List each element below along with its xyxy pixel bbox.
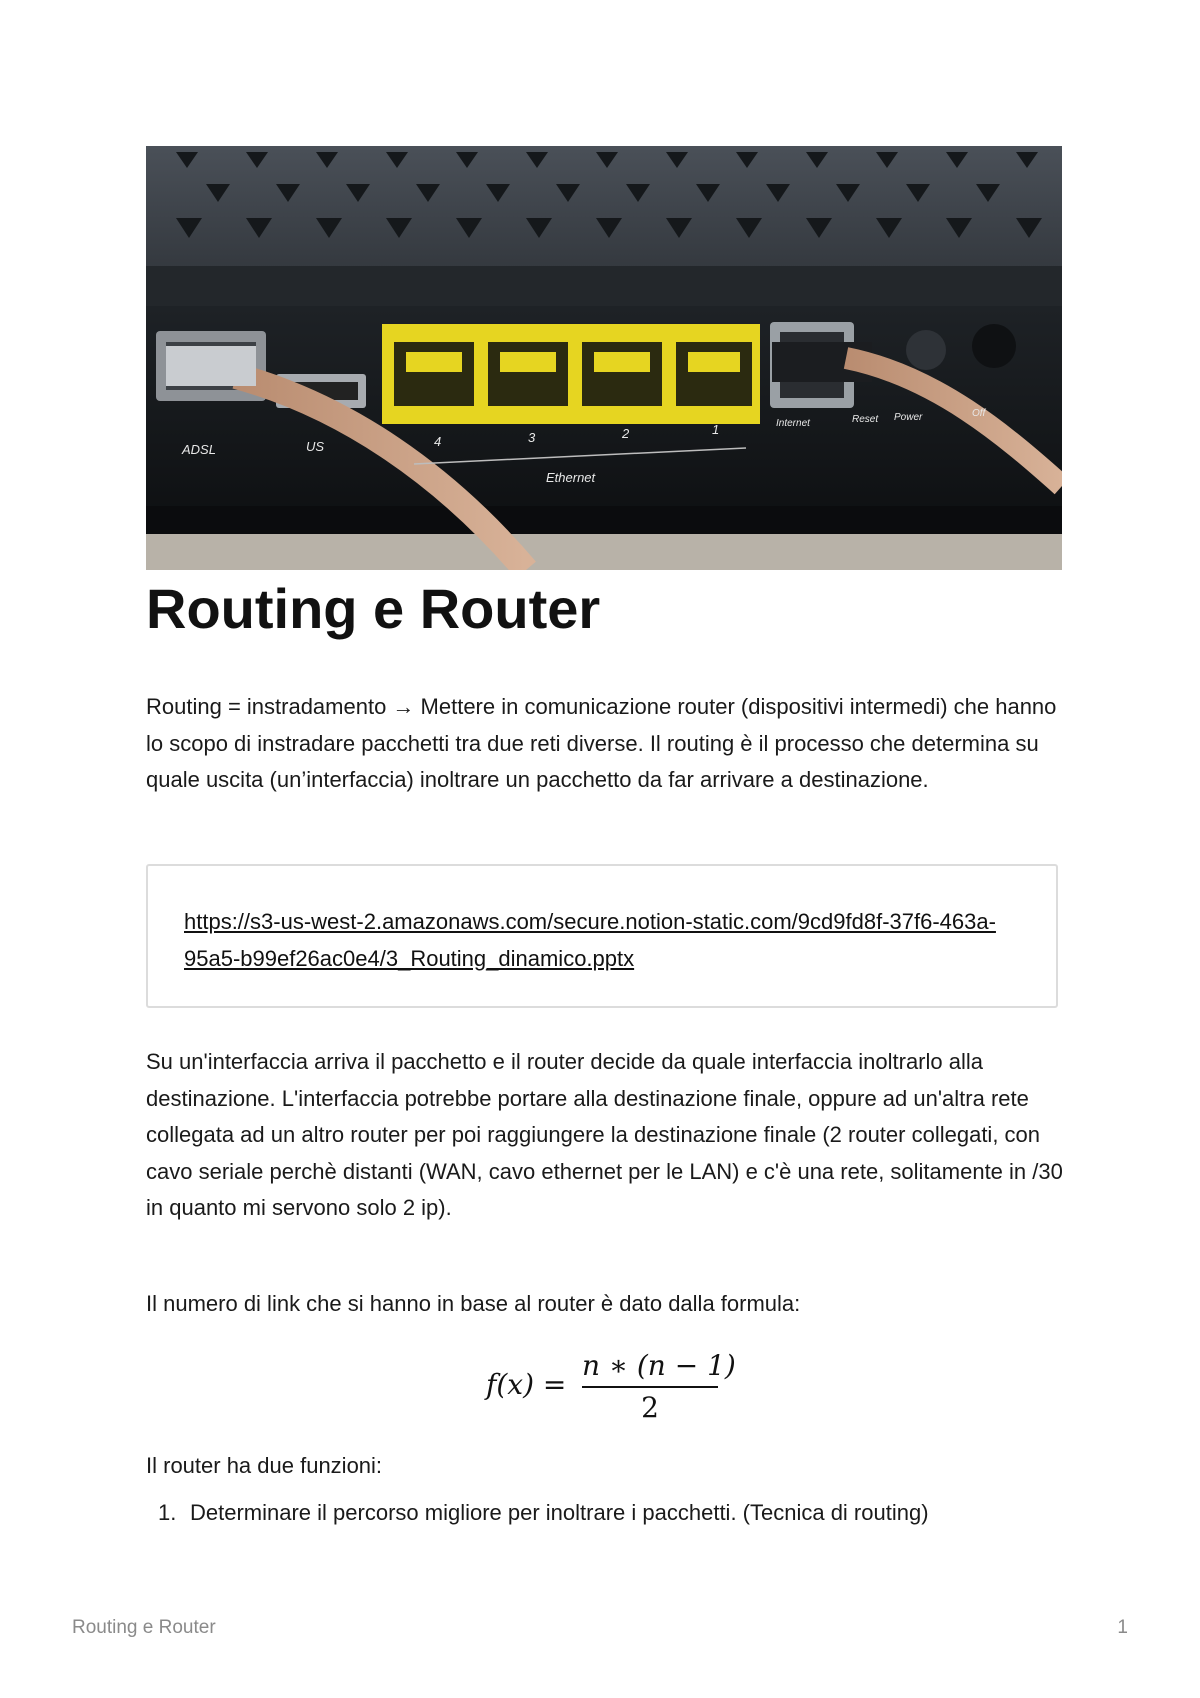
reset-label: Reset [852,414,879,425]
port-label-4: 4 [434,434,442,449]
adsl-port-label: ADSL [182,442,216,457]
cover-image [146,146,1062,570]
port-label-1: 1 [712,422,720,437]
interface-paragraph: Su un'interfaccia arriva il pacchetto e il router decide da quale interfaccia inoltrarlo alla destinazione. L'interfaccia potrebbe portare alla destinazione finale, oppure ad un'altra rete collegata ad un altro router per poi raggiungere la destinazione finale (2 router collegati, con cavo seriale perchè distanti (WAN, cavo ethernet per le LAN) e c'è una rete, solitamente in /30 in quanto mi servono solo 2 ip). [146,1049,1063,1220]
footer-title: Routing e Router [72,1617,216,1638]
router-photo [146,146,1062,570]
formula-denominator: 2 [641,1391,659,1424]
usb-port-label: US [306,439,325,454]
functions-intro-paragraph: Il router ha due funzioni: [146,1453,383,1478]
link-embed-box [146,864,1058,1008]
list-item [146,1495,1066,1532]
formula-intro-paragraph: Il numero di link che si hanno in base al router è dato dalla formula: [146,1291,801,1316]
intro-paragraph: Routing = instradamento → Mettere in comunicazione router (dispositivi intermedi) che hanno lo scopo di instradare pacchetti tra due reti diverse. Il routing è il processo che determina su quale uscita (un’interfaccia) inoltrare un pacchetto da far arrivare a destinazione. [146,694,1057,792]
internet-label: Internet [776,418,810,429]
page-number: 1 [1117,1617,1128,1638]
power-label: Power [894,412,923,423]
formula-lhs: f(x) = [486,1368,567,1401]
ethernet-label: Ethernet [546,470,596,485]
page-title: Routing e Router [146,577,601,640]
pptx-link[interactable]: https://s3-us-west-2.amazonaws.com/secure.notion-static.com/9cd9fd8f-37f6-463a-95a5-b99ef26ac0e4/3_Routing_dinamico.pptx [184,909,996,971]
fraction-bar [582,1386,718,1388]
formula-fraction [582,1348,736,1426]
formula-numerator: n ∗ (n − 1) [582,1349,736,1382]
router-functions-list [146,1495,1066,1532]
port-label-3: 3 [528,430,536,445]
port-label-2: 2 [622,426,630,441]
off-label: Off [972,408,986,419]
list-item-number: 1. [158,1500,177,1525]
list-item-text: Determinare il percorso migliore per inoltrare i pacchetti. (Tecnica di routing) [190,1500,929,1525]
